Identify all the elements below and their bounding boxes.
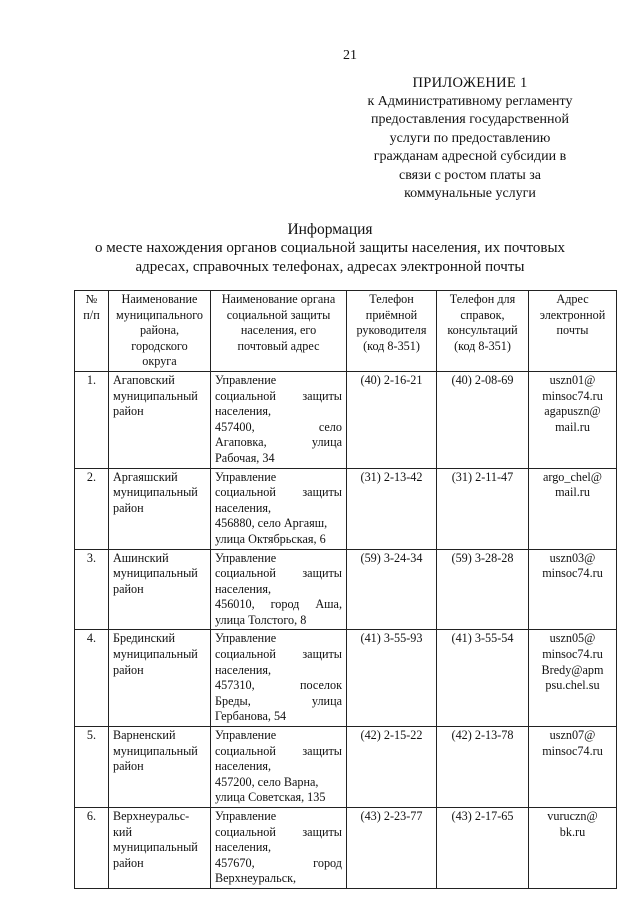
- district-name: Ашинский муниципальный район: [109, 549, 211, 630]
- email-address: uszn03@ minsoc74.ru: [529, 549, 617, 630]
- phone-head: (31) 2-13-42: [347, 468, 437, 549]
- header-phone-info: Телефон для справок, консультаций (код 8-351): [437, 291, 529, 372]
- table-row: [75, 549, 617, 630]
- organ-address: Управление социальной защиты населения, 457670, город Верхнеуральск,: [211, 808, 347, 889]
- email-address: vuruczn@ bk.ru: [529, 808, 617, 889]
- phone-info: (41) 3-55-54: [437, 630, 529, 727]
- table-row: [75, 468, 617, 549]
- header-phone-head: Телефон приёмной руководителя (код 8-351): [347, 291, 437, 372]
- header-district: Наименование муниципального района, городского округа: [109, 291, 211, 372]
- info-subtitle-line: о месте нахождения органов социальной защиты населения, их почтовых: [94, 240, 566, 256]
- organ-address: Управление социальной защиты населения, 457400, село Агаповка, улица Рабочая, 34: [211, 371, 347, 468]
- email-address: argo_chel@ mail.ru: [529, 468, 617, 549]
- appendix-header: [348, 74, 592, 204]
- organ-address: Управление социальной защиты населения, 457200, село Варна, улица Советская, 135: [211, 727, 347, 808]
- district-name: Аргаяшский муниципальный район: [109, 468, 211, 549]
- table-row: [75, 630, 617, 727]
- phone-head: (42) 2-15-22: [347, 727, 437, 808]
- phone-info: (31) 2-11-47: [437, 468, 529, 549]
- offices-table: [74, 290, 617, 889]
- phone-head: (40) 2-16-21: [347, 371, 437, 468]
- appendix-line: к Административному регламенту: [367, 93, 573, 109]
- row-number: 2.: [75, 468, 109, 549]
- district-name: Агаповский муниципальный район: [109, 371, 211, 468]
- row-number: 1.: [75, 371, 109, 468]
- phone-info: (59) 3-28-28: [437, 549, 529, 630]
- phone-head: (41) 3-55-93: [347, 630, 437, 727]
- organ-address: Управление социальной защиты населения, 457310, поселок Бреды, улица Гербанова, 54: [211, 630, 347, 727]
- phone-info: (43) 2-17-65: [437, 808, 529, 889]
- email-address: uszn01@ minsoc74.ru agapuszn@ mail.ru: [529, 371, 617, 468]
- appendix-line: связи с ростом платы за: [398, 167, 541, 183]
- row-number: 5.: [75, 727, 109, 808]
- appendix-line: коммунальные услуги: [404, 186, 536, 201]
- table-header-row: [75, 291, 617, 372]
- info-subtitle-line: адресах, справочных телефонах, адресах электронной почты: [135, 259, 525, 275]
- appendix-title: ПРИЛОЖЕНИЕ 1: [412, 75, 528, 91]
- district-name: Верхнеуральс- кий муниципальный район: [109, 808, 211, 889]
- phone-info: (40) 2-08-69: [437, 371, 529, 468]
- table-row: [75, 808, 617, 889]
- row-number: 6.: [75, 808, 109, 889]
- appendix-line: предоставления государственной: [370, 112, 570, 127]
- email-address: uszn07@ minsoc74.ru: [529, 727, 617, 808]
- row-number: 4.: [75, 630, 109, 727]
- phone-head: (59) 3-24-34: [347, 549, 437, 630]
- header-organ: Наименование органа социальной защиты населения, его почтовый адрес: [211, 291, 347, 372]
- row-number: 3.: [75, 549, 109, 630]
- info-heading: [70, 220, 590, 277]
- header-num: № п/п: [75, 291, 109, 372]
- phone-head: (43) 2-23-77: [347, 808, 437, 889]
- organ-address: Управление социальной защиты населения, 456010, город Аша, улица Толстого, 8: [211, 549, 347, 630]
- table-row: [75, 371, 617, 468]
- phone-info: (42) 2-13-78: [437, 727, 529, 808]
- header-email: Адрес электронной почты: [529, 291, 617, 372]
- organ-address: Управление социальной защиты населения, 456880, село Аргаяш, улица Октябрьская, 6: [211, 468, 347, 549]
- district-name: Варненский муниципальный район: [109, 727, 211, 808]
- info-title: Информация: [287, 221, 373, 238]
- page-number: 21: [343, 48, 357, 63]
- appendix-line: услуги по предоставлению: [389, 130, 551, 146]
- district-name: Брединский муниципальный район: [109, 630, 211, 727]
- appendix-line: гражданам адресной субсидии в: [373, 149, 567, 164]
- email-address: uszn05@ minsoc74.ru Bredy@apm psu.chel.su: [529, 630, 617, 727]
- table-row: [75, 727, 617, 808]
